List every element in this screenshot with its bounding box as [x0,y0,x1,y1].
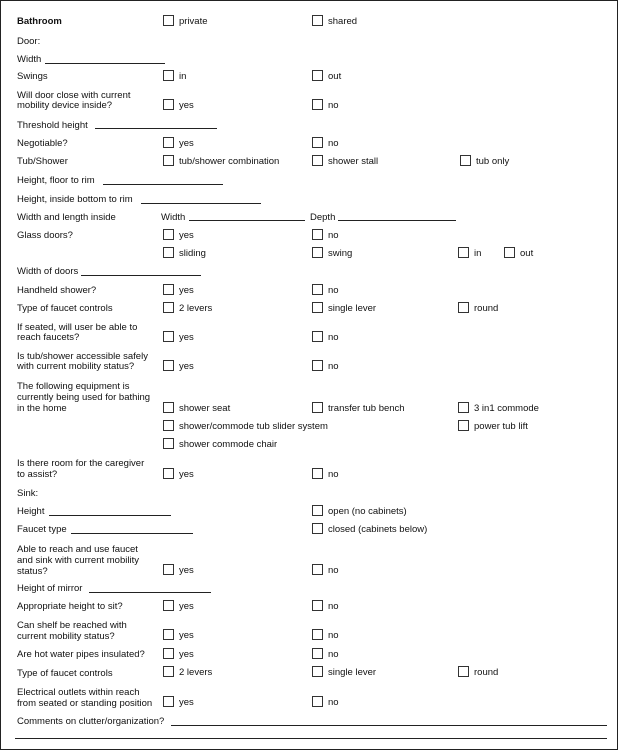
glass-doors-no-checkbox[interactable] [312,229,323,240]
seated-reach-no-label: no [328,332,339,343]
single-lever-checkbox[interactable] [312,302,323,313]
shelf-no-checkbox[interactable] [312,629,323,640]
handheld-no-checkbox[interactable] [312,284,323,295]
glass-doors-yes-checkbox[interactable] [163,229,174,240]
glass-in-label: in [474,248,482,259]
closed-cabinets-checkbox[interactable] [312,523,323,534]
equipment-label-1: The following equipment is [17,381,130,392]
appropriate-sit-no-checkbox[interactable] [312,600,323,611]
power-tub-lift-label: power tub lift [474,421,528,432]
negotiable-label: Negotiable? [17,138,68,149]
reach-faucet-yes-checkbox[interactable] [163,564,174,575]
form-title: Bathroom [17,16,62,27]
swings-out-label: out [328,71,342,82]
two-levers-2-checkbox[interactable] [163,666,174,677]
reach-faucet-label-2: and sink with current mobility [17,555,139,566]
shower-stall-label: shower stall [328,156,379,167]
mirror-height-label: Height of mirror [17,583,83,594]
sink-height-label: Height [17,506,45,517]
seated-reach-yes-label: yes [179,332,194,343]
glass-doors-yes-label: yes [179,230,194,241]
reach-faucet-no-label: no [328,565,339,576]
handheld-shower-label: Handheld shower? [17,285,97,296]
door-close-yes-label: yes [179,100,194,111]
private-checkbox[interactable] [163,15,174,26]
three-in-one-commode-label: 3 in1 commode [474,403,539,414]
door-label: Door: [17,36,41,47]
shelf-label-2: current mobility status? [17,631,115,642]
inside-depth-line[interactable] [338,220,456,221]
caregiver-label-2: to assist? [17,469,58,480]
appropriate-sit-no-label: no [328,601,339,612]
single-lever-2-label: single lever [328,667,377,678]
door-close-label-2: mobility device inside? [17,100,113,111]
open-no-cabinets-label: open (no cabinets) [328,506,407,517]
glass-doors-label: Glass doors? [17,230,73,241]
equipment-label-2: currently being used for bathing [17,392,151,403]
outlets-no-checkbox[interactable] [312,696,323,707]
inside-width-line[interactable] [189,220,305,221]
handheld-yes-label: yes [179,285,194,296]
shared-checkbox[interactable] [312,15,323,26]
door-close-label-1: Will door close with current [17,90,131,101]
width-length-inside-label: Width and length inside [17,212,116,223]
faucet-controls-2-label: Type of faucet controls [17,668,113,679]
door-width-line[interactable] [45,63,165,64]
sliding-label: sliding [179,248,206,259]
swing-checkbox[interactable] [312,247,323,258]
transfer-tub-bench-checkbox[interactable] [312,402,323,413]
accessible-label-2: with current mobility status? [17,361,135,372]
outlets-label-2: from seated or standing position [17,698,153,709]
private-label: private [179,16,208,27]
negotiable-no-label: no [328,138,339,149]
swings-label: Swings [17,71,48,82]
round-label: round [474,303,499,314]
threshold-height-line[interactable] [95,128,217,129]
shower-commode-chair-checkbox[interactable] [163,438,174,449]
accessible-no-label: no [328,361,339,372]
accessible-no-checkbox[interactable] [312,360,323,371]
shower-commode-slider-checkbox[interactable] [163,420,174,431]
sink-height-line[interactable] [49,515,171,516]
swings-out-checkbox[interactable] [312,70,323,81]
door-close-yes-checkbox[interactable] [163,99,174,110]
caregiver-label-1: Is there room for the caregiver [17,458,145,469]
shower-commode-chair-label: shower commode chair [179,439,278,450]
glass-doors-no-label: no [328,230,339,241]
tub-only-checkbox[interactable] [460,155,471,166]
negotiable-no-checkbox[interactable] [312,137,323,148]
accessible-yes-label: yes [179,361,194,372]
seated-reach-label-2: reach faucets? [17,332,80,343]
door-close-no-label: no [328,100,339,111]
closed-cabinets-label: closed (cabinets below) [328,524,428,535]
door-close-no-checkbox[interactable] [312,99,323,110]
sink-label: Sink: [17,488,39,499]
two-levers-2-label: 2 levers [179,667,213,678]
swings-in-checkbox[interactable] [163,70,174,81]
shelf-label-1: Can shelf be reached with [17,620,127,631]
swings-in-label: in [179,71,187,82]
three-in-one-commode-checkbox[interactable] [458,402,469,413]
door-width-label: Width [17,54,42,65]
shared-label: shared [328,16,358,27]
outlets-yes-checkbox[interactable] [163,696,174,707]
negotiable-yes-label: yes [179,138,194,149]
shower-seat-label: shower seat [179,403,231,414]
transfer-tub-bench-label: transfer tub bench [328,403,405,414]
single-lever-label: single lever [328,303,377,314]
hot-water-no-checkbox[interactable] [312,648,323,659]
comments-line-1[interactable] [171,725,607,726]
shower-commode-slider-label: shower/commode tub slider system [179,421,328,432]
reach-faucet-yes-label: yes [179,565,194,576]
round-2-label: round [474,667,499,678]
appropriate-sit-yes-checkbox[interactable] [163,600,174,611]
comments-line-2[interactable] [15,738,607,739]
round-checkbox[interactable] [458,302,469,313]
sliding-checkbox[interactable] [163,247,174,258]
caregiver-no-label: no [328,469,339,480]
height-floor-rim-line[interactable] [103,184,223,185]
reach-faucet-label-1: Able to reach and use faucet [17,544,138,555]
caregiver-no-checkbox[interactable] [312,468,323,479]
reach-faucet-no-checkbox[interactable] [312,564,323,575]
two-levers-checkbox[interactable] [163,302,174,313]
caregiver-yes-checkbox[interactable] [163,468,174,479]
seated-reach-yes-checkbox[interactable] [163,331,174,342]
negotiable-yes-checkbox[interactable] [163,137,174,148]
width-of-doors-label: Width of doors [17,266,79,277]
shower-stall-checkbox[interactable] [312,155,323,166]
appropriate-sit-label: Appropriate height to sit? [17,601,123,612]
hot-water-yes-checkbox[interactable] [163,648,174,659]
threshold-height-label: Threshold height [17,120,88,131]
shelf-yes-label: yes [179,630,194,641]
hot-water-label: Are hot water pipes insulated? [17,649,145,660]
height-inside-rim-label: Height, inside bottom to rim [17,194,133,205]
glass-out-checkbox[interactable] [504,247,515,258]
caregiver-yes-label: yes [179,469,194,480]
tub-shower-label: Tub/Shower [17,156,68,167]
height-inside-rim-line[interactable] [141,203,261,204]
handheld-yes-checkbox[interactable] [163,284,174,295]
inside-depth-label: Depth [310,212,336,223]
faucet-controls-label: Type of faucet controls [17,303,113,314]
outlets-label-1: Electrical outlets within reach [17,687,140,698]
hot-water-no-label: no [328,649,339,660]
mirror-height-line[interactable] [89,592,211,593]
shower-seat-checkbox[interactable] [163,402,174,413]
swing-label: swing [328,248,353,259]
glass-in-checkbox[interactable] [458,247,469,258]
round-2-checkbox[interactable] [458,666,469,677]
seated-reach-no-checkbox[interactable] [312,331,323,342]
comments-label: Comments on clutter/organization? [17,716,165,727]
seated-reach-label-1: If seated, will user be able to [17,322,138,333]
single-lever-2-checkbox[interactable] [312,666,323,677]
hot-water-yes-label: yes [179,649,194,660]
inside-width-label: Width [161,212,186,223]
outlets-yes-label: yes [179,697,194,708]
tub-shower-combination-checkbox[interactable] [163,155,174,166]
appropriate-sit-yes-label: yes [179,601,194,612]
glass-out-label: out [520,248,534,259]
tub-shower-combination-label: tub/shower combination [179,156,280,167]
height-floor-rim-label: Height, floor to rim [17,175,95,186]
open-no-cabinets-checkbox[interactable] [312,505,323,516]
reach-faucet-label-3: status? [17,566,48,577]
width-of-doors-line[interactable] [81,275,201,276]
two-levers-label: 2 levers [179,303,213,314]
handheld-no-label: no [328,285,339,296]
equipment-label-3: in the home [17,403,67,414]
accessible-label-1: Is tub/shower accessible safely [17,351,148,362]
outlets-no-label: no [328,697,339,708]
tub-only-label: tub only [476,156,510,167]
power-tub-lift-checkbox[interactable] [458,420,469,431]
shelf-no-label: no [328,630,339,641]
shelf-yes-checkbox[interactable] [163,629,174,640]
accessible-yes-checkbox[interactable] [163,360,174,371]
faucet-type-label: Faucet type [17,524,67,535]
faucet-type-line[interactable] [71,533,193,534]
